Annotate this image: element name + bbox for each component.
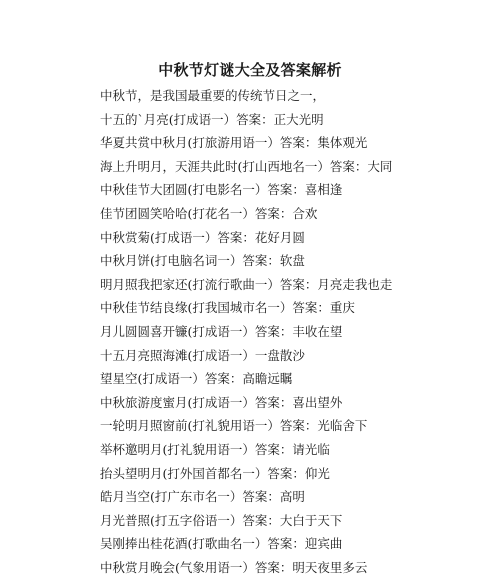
document-title: 中秋节灯谜大全及答案解析 — [158, 61, 342, 79]
riddle-line: 明月照我把家还(打流行歌曲一）答案：月亮走我也走 — [100, 276, 393, 292]
riddle-line: 华夏共赏中秋月(打旅游用语一）答案：集体观光 — [100, 135, 368, 151]
riddle-line: 中秋佳节大团圆(打电影名一）答案：喜相逢 — [100, 182, 343, 198]
riddle-line: 十五的`月亮(打成语一）答案：正大光明 — [100, 111, 324, 127]
riddle-line: 一轮明月照窗前(打礼貌用语一）答案：光临舍下 — [100, 418, 368, 434]
riddle-line: 皓月当空(打广东市名一）答案：高明 — [100, 489, 305, 505]
riddle-line: 中秋旅游度蜜月(打成语一）答案：喜出望外 — [100, 394, 343, 410]
riddle-line: 举杯邀明月(打礼貌用语一）答案：请光临 — [100, 441, 330, 457]
riddle-line: 十五月亮照海滩(打成语一）一盘散沙 — [100, 347, 305, 363]
riddle-line: 吴刚捧出桂花酒(打歌曲名一）答案：迎宾曲 — [100, 536, 343, 552]
riddle-line: 中秋佳节结良缘(打我国城市名一）答案：重庆 — [100, 300, 355, 316]
riddle-line: 月光普照(打五字俗语一）答案：大白于天下 — [100, 512, 343, 528]
riddle-line: 中秋月饼(打电脑名词一）答案：软盘 — [100, 253, 305, 269]
riddle-line: 佳节团圆笑哈哈(打花名一）答案：合欢 — [100, 205, 318, 221]
riddle-line: 中秋节，是我国最重要的传统节日之一， — [100, 88, 326, 103]
riddle-line: 抬头望明月(打外国首都名一）答案：仰光 — [100, 465, 330, 481]
riddle-line: 中秋赏月晚会(气象用语一）答案：明天夜里多云 — [100, 559, 368, 575]
riddle-line: 月儿圆圆喜开镰(打成语一）答案：丰收在望 — [100, 323, 343, 339]
riddle-list — [100, 86, 392, 581]
riddle-line: 海上升明月，天涯共此时(打山西地名一）答案：大同 — [100, 158, 393, 174]
riddle-line: 中秋赏菊(打成语一）答案：花好月圆 — [100, 229, 305, 245]
riddle-line: 望星空(打成语一）答案：高瞻远瞩 — [100, 371, 293, 387]
